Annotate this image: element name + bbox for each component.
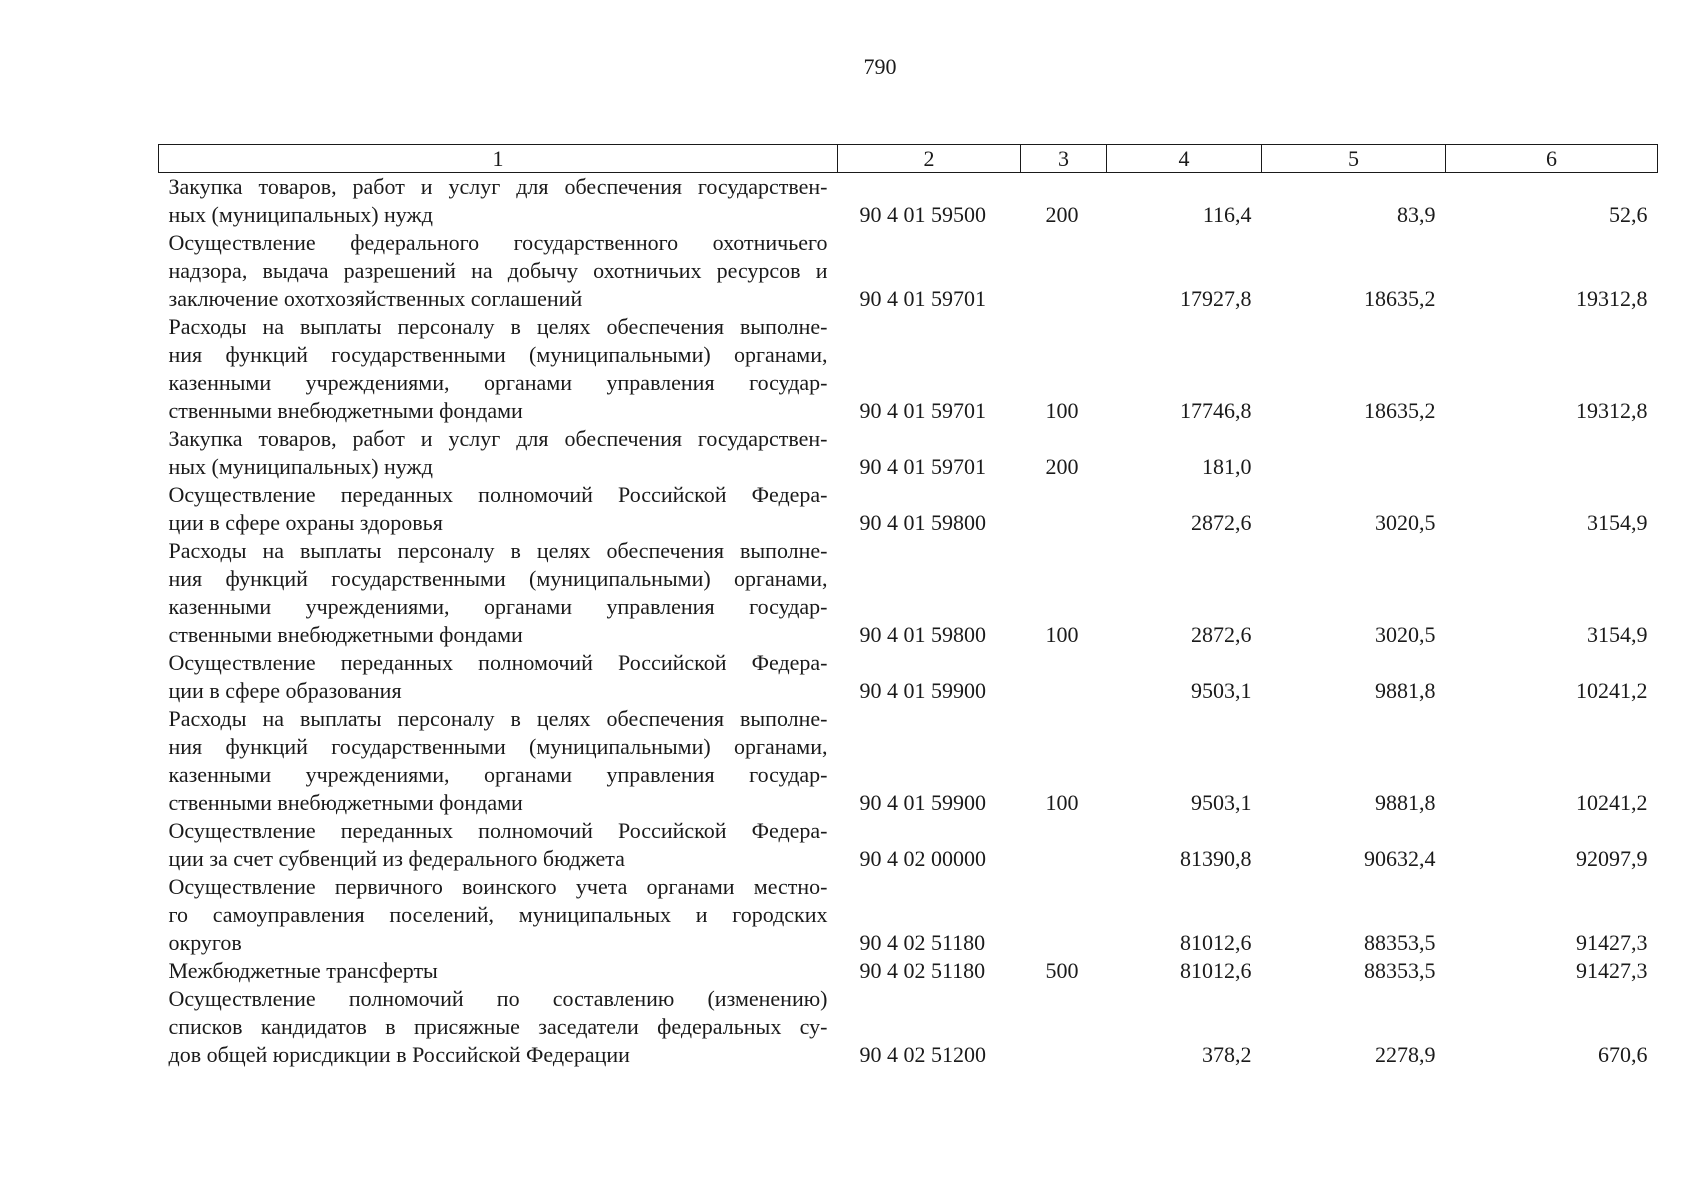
- table-row: [159, 817, 1658, 873]
- column-header-6: 6: [1446, 145, 1658, 173]
- description-line: Осуществление федерального государственного охотничьего: [168, 230, 828, 255]
- description-line: ции в сфере охраны здоровья: [168, 510, 443, 535]
- row-code: 90 4 01 59701: [859, 398, 986, 423]
- row-description: [159, 537, 838, 649]
- row-code: 90 4 01 59900: [859, 678, 986, 703]
- row-description: [159, 817, 838, 873]
- row-value-col6: 91427,3: [1576, 958, 1648, 983]
- table-row: [159, 173, 1658, 230]
- row-value-col4: 181,0: [1202, 454, 1252, 479]
- row-value-col5: 2278,9: [1375, 1042, 1436, 1067]
- row-value-col6: 3154,9: [1587, 510, 1648, 535]
- row-description: [159, 173, 838, 230]
- row-description: [159, 425, 838, 481]
- description-line: дов общей юрисдикции в Российской Федерации: [168, 1042, 630, 1067]
- row-value-col5: [1262, 425, 1446, 481]
- row-code: 90 4 01 59900: [859, 790, 986, 815]
- row-value-col6: 91427,3: [1576, 930, 1648, 955]
- row-description: [159, 649, 838, 705]
- column-header-2: 2: [838, 145, 1021, 173]
- budget-table: [158, 144, 1658, 1069]
- row-description: [159, 481, 838, 537]
- row-expense-type: 100: [1045, 790, 1079, 815]
- description-line: ных (муниципальных) нужд: [168, 202, 433, 227]
- table-row: [159, 537, 1658, 649]
- column-header-5: 5: [1262, 145, 1446, 173]
- description-line: Расходы на выплаты персоналу в целях обеспечения выполне-: [168, 314, 828, 339]
- row-value-col6: 52,6: [1609, 202, 1648, 227]
- description-line: Осуществление переданных полномочий Российской Федера-: [168, 818, 828, 843]
- description-line: ции за счет субвенций из федерального бюджета: [168, 846, 625, 871]
- row-description: [159, 705, 838, 817]
- row-value-col4: 2872,6: [1191, 622, 1252, 647]
- row-code: 90 4 01 59500: [859, 202, 986, 227]
- page-number: 790: [863, 54, 897, 79]
- row-value-col6: 19312,8: [1576, 398, 1648, 423]
- description-line: го самоуправления поселений, муниципальных и городских: [168, 902, 828, 927]
- row-value-col4: 81012,6: [1180, 930, 1252, 955]
- row-value-col5: 18635,2: [1364, 286, 1436, 311]
- row-value-col4: 2872,6: [1191, 510, 1252, 535]
- row-value-col5: 9881,8: [1375, 678, 1436, 703]
- description-line: округов: [168, 930, 242, 955]
- row-value-col4: 9503,1: [1191, 790, 1252, 815]
- description-line: Межбюджетные трансферты: [168, 958, 438, 983]
- table-row: [159, 481, 1658, 537]
- row-value-col5: 88353,5: [1364, 930, 1436, 955]
- table-row: [159, 229, 1658, 313]
- row-value-col4: 81012,6: [1180, 958, 1252, 983]
- table-body: [159, 173, 1658, 1070]
- row-expense-type: [1021, 985, 1107, 1069]
- row-value-col4: 9503,1: [1191, 678, 1252, 703]
- description-line: ных (муниципальных) нужд: [168, 454, 433, 479]
- description-line: Осуществление первичного воинского учета органами местно-: [168, 874, 828, 899]
- column-header-3: 3: [1021, 145, 1107, 173]
- row-code: 90 4 01 59701: [859, 454, 986, 479]
- row-expense-type: [1021, 817, 1107, 873]
- row-code: 90 4 01 59800: [859, 622, 986, 647]
- row-expense-type: 200: [1045, 454, 1079, 479]
- row-value-col5: 83,9: [1397, 202, 1436, 227]
- row-expense-type: [1021, 229, 1107, 313]
- description-line: надзора, выдача разрешений на добычу охотничьих ресурсов и: [168, 258, 828, 283]
- column-header-4: 4: [1107, 145, 1262, 173]
- description-line: заключение охотхозяйственных соглашений: [168, 286, 583, 311]
- row-value-col6: 19312,8: [1576, 286, 1648, 311]
- description-line: Осуществление переданных полномочий Российской Федера-: [168, 482, 828, 507]
- row-value-col6: 92097,9: [1576, 846, 1648, 871]
- description-line: списков кандидатов в присяжные заседатели федеральных су-: [168, 1014, 828, 1039]
- header-row: [159, 145, 1658, 173]
- row-code: 90 4 02 51200: [859, 1042, 986, 1067]
- row-code: 90 4 02 51180: [859, 958, 986, 983]
- row-expense-type: 500: [1045, 958, 1079, 983]
- row-expense-type: 100: [1045, 398, 1079, 423]
- row-value-col4: 81390,8: [1180, 846, 1252, 871]
- table-header: [159, 145, 1658, 173]
- description-line: казенными учреждениями, органами управления государ-: [168, 594, 828, 619]
- description-line: ния функций государственными (муниципальными) органами,: [168, 342, 828, 367]
- row-expense-type: [1021, 873, 1107, 957]
- row-value-col6: 670,6: [1598, 1042, 1648, 1067]
- row-value-col4: 17746,8: [1180, 398, 1252, 423]
- row-description: [159, 313, 838, 425]
- row-value-col6: [1446, 425, 1658, 481]
- row-value-col5: 9881,8: [1375, 790, 1436, 815]
- description-line: Закупка товаров, работ и услуг для обеспечения государствен-: [168, 174, 828, 199]
- row-description: [159, 985, 838, 1069]
- row-value-col5: 18635,2: [1364, 398, 1436, 423]
- row-code: 90 4 02 00000: [859, 846, 986, 871]
- table-row: [159, 957, 1658, 985]
- table-row: [159, 425, 1658, 481]
- table-row: [159, 313, 1658, 425]
- row-value-col6: 3154,9: [1587, 622, 1648, 647]
- description-line: Осуществление переданных полномочий Российской Федера-: [168, 650, 828, 675]
- description-line: ственными внебюджетными фондами: [168, 622, 523, 647]
- description-line: казенными учреждениями, органами управления государ-: [168, 370, 828, 395]
- row-code: 90 4 01 59701: [859, 286, 986, 311]
- row-value-col5: 88353,5: [1364, 958, 1436, 983]
- row-value-col5: 3020,5: [1375, 622, 1436, 647]
- description-line: ственными внебюджетными фондами: [168, 790, 523, 815]
- description-line: ния функций государственными (муниципальными) органами,: [168, 734, 828, 759]
- row-expense-type: 100: [1045, 622, 1079, 647]
- table-row: [159, 649, 1658, 705]
- column-header-1: 1: [159, 145, 838, 173]
- table-row: [159, 705, 1658, 817]
- row-value-col4: 116,4: [1202, 202, 1252, 227]
- row-value-col5: 90632,4: [1364, 846, 1436, 871]
- description-line: Расходы на выплаты персоналу в целях обеспечения выполне-: [168, 538, 828, 563]
- row-code: 90 4 02 51180: [859, 930, 986, 955]
- row-description: [159, 229, 838, 313]
- row-description: [159, 873, 838, 957]
- table-row: [159, 985, 1658, 1069]
- description-line: Расходы на выплаты персоналу в целях обеспечения выполне-: [168, 706, 828, 731]
- row-value-col5: 3020,5: [1375, 510, 1436, 535]
- description-line: Осуществление полномочий по составлению (изменению): [168, 986, 828, 1011]
- description-line: ции в сфере образования: [168, 678, 402, 703]
- row-value-col6: 10241,2: [1576, 790, 1648, 815]
- row-expense-type: [1021, 481, 1107, 537]
- row-value-col4: 378,2: [1202, 1042, 1252, 1067]
- row-code: 90 4 01 59800: [859, 510, 986, 535]
- description-line: казенными учреждениями, органами управления государ-: [168, 762, 828, 787]
- row-expense-type: 200: [1045, 202, 1079, 227]
- description-line: ственными внебюджетными фондами: [168, 398, 523, 423]
- description-line: Закупка товаров, работ и услуг для обеспечения государствен-: [168, 426, 828, 451]
- row-description: [159, 957, 838, 985]
- table-row: [159, 873, 1658, 957]
- row-value-col4: 17927,8: [1180, 286, 1252, 311]
- row-expense-type: [1021, 649, 1107, 705]
- row-value-col6: 10241,2: [1576, 678, 1648, 703]
- description-line: ния функций государственными (муниципальными) органами,: [168, 566, 828, 591]
